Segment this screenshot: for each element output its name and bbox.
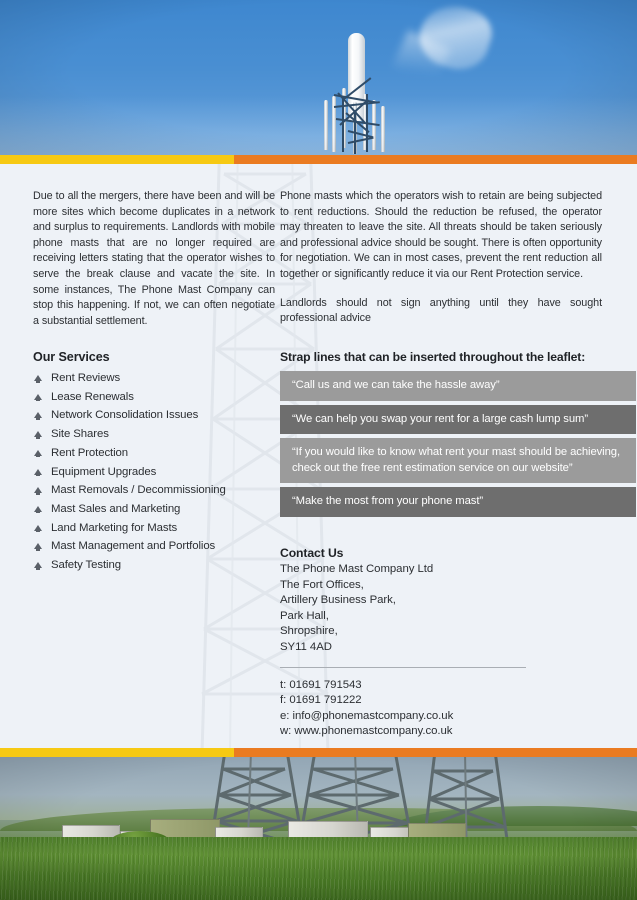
service-list-item <box>33 388 283 407</box>
contact-address-line: The Fort Offices, <box>280 578 364 591</box>
divider-bar-yellow <box>0 155 234 164</box>
service-label: Rent Protection <box>51 446 129 459</box>
strapline-box: “We can help you swap your rent for a large cash lump sum” <box>280 405 636 435</box>
contact-fax: f: 01691 791222 <box>280 694 362 707</box>
intro-right-column <box>280 189 602 327</box>
service-list <box>33 369 283 575</box>
triangle-bullet-icon <box>34 506 42 512</box>
mast-lattice-structure <box>322 92 390 155</box>
service-list-item <box>33 556 283 575</box>
contact-address-line: Park Hall, <box>280 609 329 622</box>
body-content <box>0 164 637 748</box>
divider-bar-yellow <box>0 748 234 757</box>
intro-left-column <box>33 189 275 329</box>
divider-top <box>0 155 637 164</box>
triangle-bullet-icon <box>34 375 42 381</box>
triangle-bullet-icon <box>34 394 42 400</box>
service-label: Lease Renewals <box>51 390 134 403</box>
contact-section <box>280 546 580 740</box>
triangle-bullet-icon <box>34 562 42 568</box>
service-list-item <box>33 463 283 482</box>
service-list-item <box>33 425 283 444</box>
strapline-box: “Call us and we can take the hassle away” <box>280 371 636 401</box>
service-list-item <box>33 500 283 519</box>
triangle-bullet-icon <box>34 487 42 493</box>
service-label: Mast Removals / Decommissioning <box>51 484 226 497</box>
contact-address-line: The Phone Mast Company Ltd <box>280 563 434 575</box>
triangle-bullet-icon <box>34 431 42 437</box>
service-label: Site Shares <box>51 428 109 441</box>
intro-paragraph-right-2: Landlords should not sign anything until they have sought professional advice <box>280 296 602 325</box>
contact-phone: t: 01691 791543 <box>280 678 362 691</box>
service-label: Rent Reviews <box>51 372 121 384</box>
strapline-box: “If you would like to know what rent your mast should be achieving, check out the free rent estimation service on our website” <box>280 438 636 483</box>
divider-bar-orange <box>234 155 637 164</box>
service-label: Safety Testing <box>51 559 121 572</box>
triangle-bullet-icon <box>34 543 42 549</box>
triangle-bullet-icon <box>34 469 42 475</box>
triangle-bullet-icon <box>34 525 42 531</box>
service-label: Equipment Upgrades <box>51 465 157 478</box>
contact-address-line: Artillery Business Park, <box>280 594 396 607</box>
divider-bottom <box>0 748 637 757</box>
straplines-heading: Strap lines that can be inserted throughout the leaflet: <box>280 350 586 364</box>
divider-bar-orange <box>234 748 637 757</box>
body-area <box>0 164 637 748</box>
contact-website[interactable]: w: www.phonemastcompany.co.uk <box>280 725 453 738</box>
our-services-section <box>33 350 283 575</box>
triangle-bullet-icon <box>34 412 42 418</box>
contact-heading: Contact Us <box>280 546 344 560</box>
sky-haze <box>0 96 637 155</box>
contact-email[interactable]: e: info@phonemastcompany.co.uk <box>280 709 454 722</box>
footer-photo <box>0 757 637 900</box>
intro-paragraph-left: Due to all the mergers, there have been and will be more sites which become duplicates in a network and surplus to requirements. Landlords with mobile phone masts that are no longer required are receiving letters stating that the operator wishes to serve the break clause and vacate the site. In some instances, The Phone Mast Company can stop this happening. If not, we can often negotiate a substantial settlement. <box>33 190 275 327</box>
intro-paragraph-right-1: Phone masts which the operators wish to retain are being subjected to rent reductions. Should the reduction be refused, the operator may threaten to leave the site. All threats should be taken seriously and professional advice should be sought. There is often opportunity for negotiation. We can in most cases, prevent the rent reduction all together or significantly reduce it via our Rent Protection service. <box>280 190 602 280</box>
triangle-bullet-icon <box>34 450 42 456</box>
contact-address-line: Shropshire, <box>280 625 338 638</box>
service-list-item <box>33 444 283 463</box>
service-list-item <box>33 537 283 556</box>
service-label: Land Marketing for Masts <box>51 521 178 534</box>
service-list-item <box>33 369 283 388</box>
service-label: Mast Sales and Marketing <box>51 502 181 515</box>
footer-grass <box>0 837 637 900</box>
contact-divider <box>280 667 526 668</box>
service-list-item <box>33 406 283 425</box>
service-list-item <box>33 519 283 538</box>
header-photo <box>0 0 637 155</box>
contact-address-line: SY11 4AD <box>280 640 332 653</box>
service-label: Network Consolidation Issues <box>51 409 199 422</box>
our-services-heading: Our Services <box>33 350 110 364</box>
service-label: Mast Management and Portfolios <box>51 540 216 553</box>
straplines-section <box>280 350 636 521</box>
service-list-item <box>33 481 283 500</box>
strapline-box: “Make the most from your phone mast” <box>280 487 636 517</box>
